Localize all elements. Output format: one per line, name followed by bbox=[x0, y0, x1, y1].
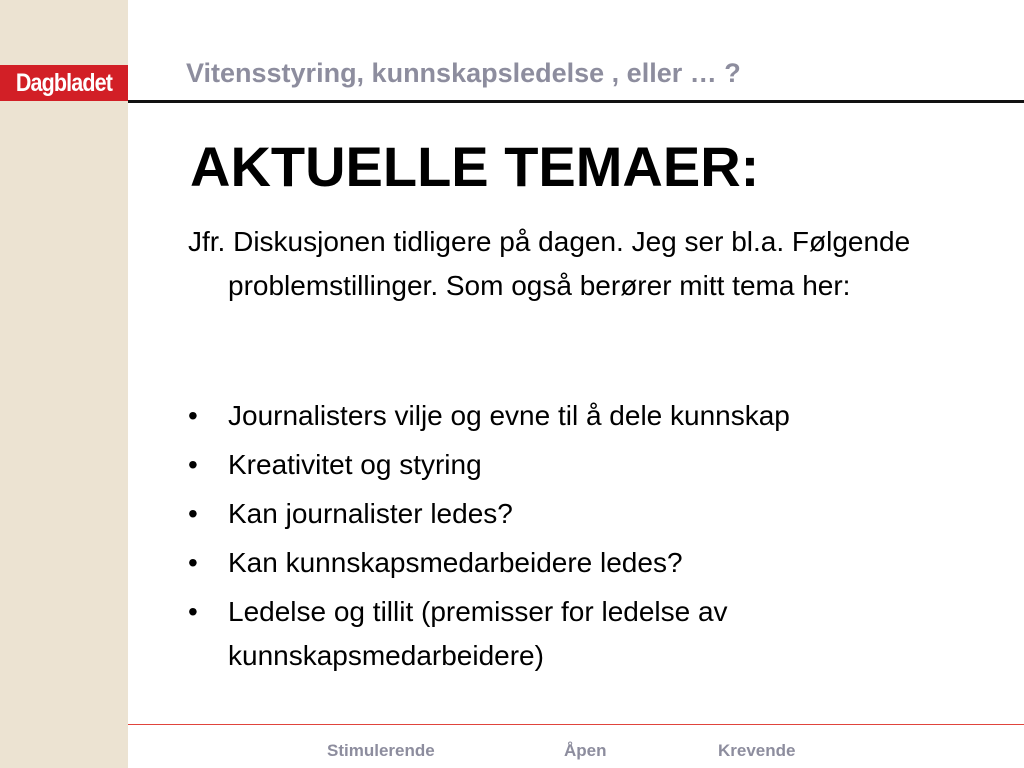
bullet-text: Ledelse og tillit (premisser for ledelse av kunnskapsmedarbeidere) bbox=[228, 596, 728, 671]
footer-label-apen: Åpen bbox=[564, 741, 607, 760]
dagbladet-logo bbox=[0, 65, 128, 101]
bullet-text: Kan kunnskapsmedarbeidere ledes? bbox=[228, 547, 683, 578]
bullet-item bbox=[188, 541, 978, 585]
footer-label-krevende: Krevende bbox=[718, 741, 796, 760]
bullet-icon: • bbox=[188, 498, 198, 529]
bullet-icon: • bbox=[188, 547, 198, 578]
bullet-text: Kan journalister ledes? bbox=[228, 498, 513, 529]
bullet-item bbox=[188, 590, 978, 678]
sidebar-panel bbox=[0, 0, 128, 768]
intro-paragraph: Jfr. Diskusjonen tidligere på dagen. Jeg ser bl.a. Følgende problemstillinger. Som også berører mitt tema her: bbox=[188, 226, 911, 301]
header-divider bbox=[128, 100, 1024, 103]
bullet-icon: • bbox=[188, 596, 198, 627]
bullet-item bbox=[188, 443, 978, 487]
footer-divider bbox=[128, 724, 1024, 725]
bullet-icon: • bbox=[188, 449, 198, 480]
bullet-list bbox=[188, 394, 978, 683]
logo-text: Dagbladet bbox=[15, 68, 113, 97]
slide-heading: AKTUELLE TEMAER: bbox=[190, 135, 760, 198]
bullet-text: Journalisters vilje og evne til å dele kunnskap bbox=[228, 400, 790, 431]
bullet-item bbox=[188, 394, 978, 438]
slide-header-title: Vitensstyring, kunnskapsledelse , eller … ? bbox=[186, 58, 741, 88]
bullet-text: Kreativitet og styring bbox=[228, 449, 482, 480]
footer-label-stimulerende: Stimulerende bbox=[327, 741, 435, 760]
bullet-item bbox=[188, 492, 978, 536]
bullet-icon: • bbox=[188, 400, 198, 431]
